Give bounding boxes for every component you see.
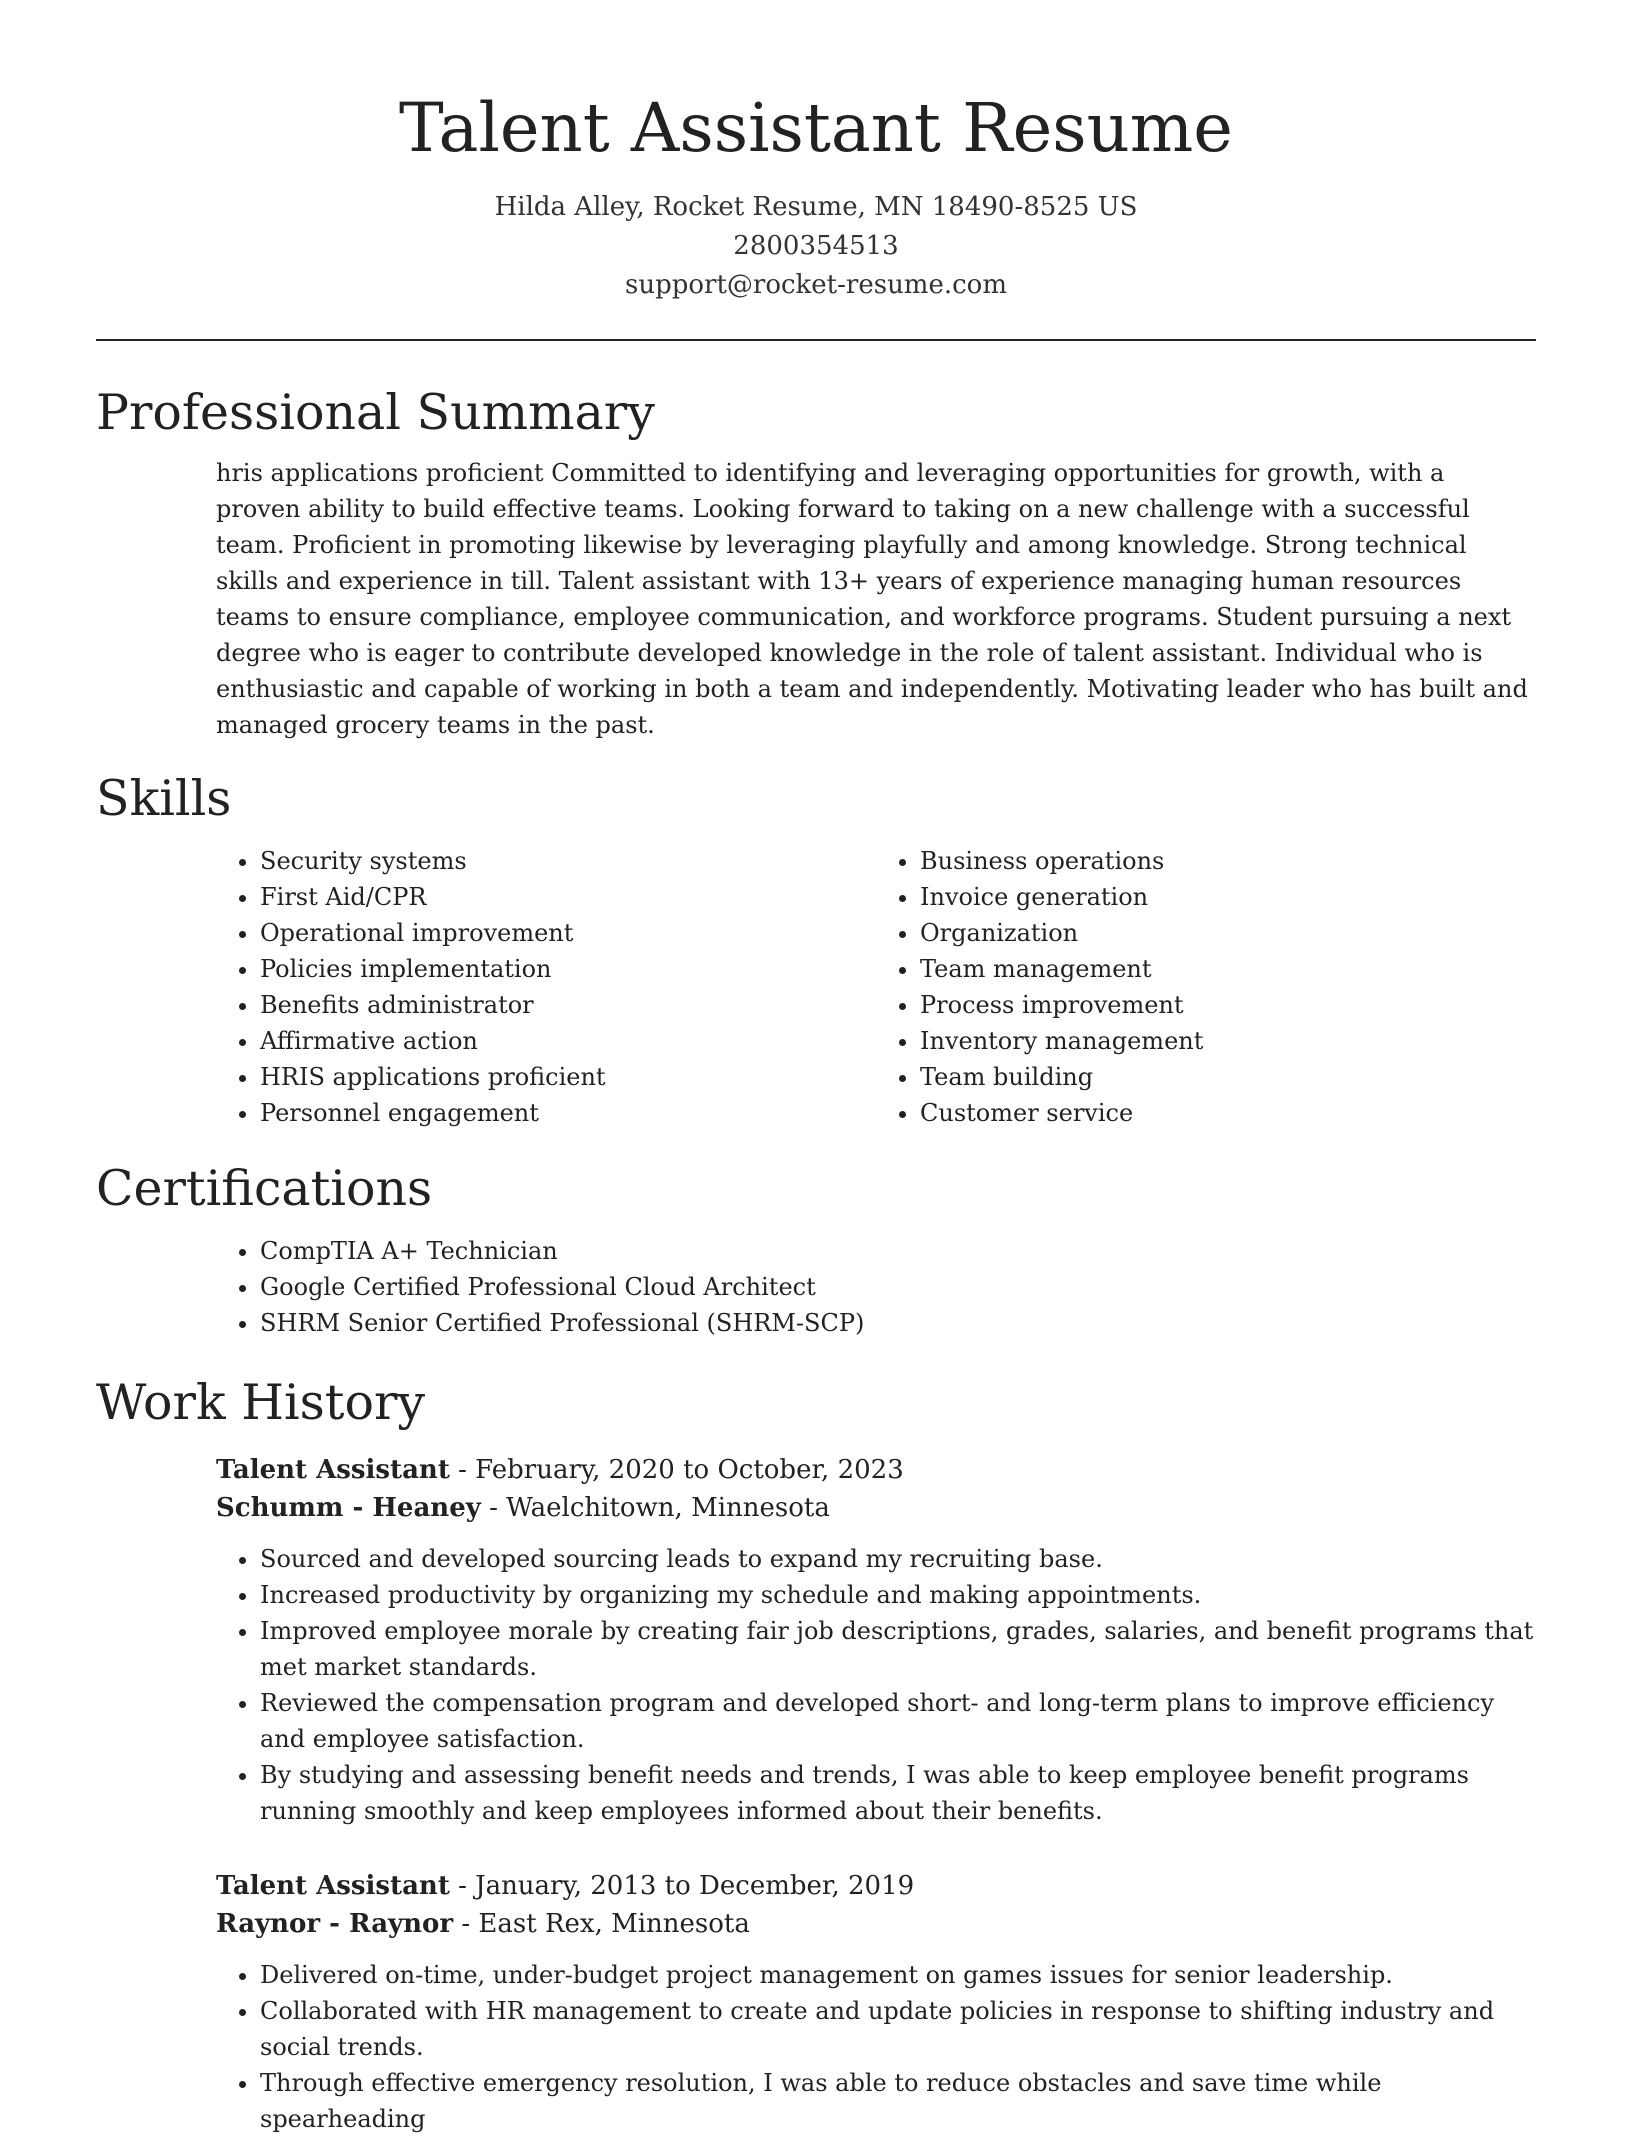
skill-item: • HRIS applications proficient [260, 1059, 876, 1095]
certification-item: • SHRM Senior Certified Professional (SHRM-SCP) [260, 1305, 1536, 1341]
skill-item: • Organization [920, 915, 1536, 951]
skill-item: • Business operations [920, 843, 1536, 879]
job-company-line [216, 1905, 1536, 1943]
skills-column-left [216, 843, 876, 1131]
skills-grid [216, 843, 1536, 1131]
contact-address: Hilda Alley, Rocket Resume, MN 18490-8525 US [494, 192, 1138, 222]
resume-page [96, 0, 1536, 2133]
job-bullet: • Reviewed the compensation program and developed short- and long-term plans to improve efficiency and employee satisfaction. [260, 1685, 1536, 1757]
certifications-heading: Certifications [96, 1160, 433, 1217]
job-bullet: • Collaborated with HR management to create and update policies in response to shifting industry and social trends. [260, 1993, 1536, 2065]
summary-heading: Professional Summary [96, 384, 655, 441]
job-entry [216, 1867, 1536, 2137]
skill-item: • Policies implementation [260, 951, 876, 987]
job-company: Schumm - Heaney [216, 1493, 481, 1523]
skill-item: • Customer service [920, 1095, 1536, 1131]
skills-section [96, 769, 1536, 1131]
summary-text: hris applications proficient Committed to identifying and leveraging opportunities for growth, with a proven ability to build effective teams. Looking forward to taking on a new challenge with a successful team. Proficient in promoting likewise by leveraging playfully and among knowledge. Strong technical skills and experience in till. Talent assistant with 13+ years of experience managing human resources teams to ensure compliance, employee communication, and workforce programs. Student pursuing a next degree who is eager to contribute developed knowledge in the role of talent assistant. Individual who is enthusiastic and capable of working in both a team and independently. Motivating leader who has built and managed grocery teams in the past. [216, 459, 1528, 739]
certification-item: • Google Certified Professional Cloud Architect [260, 1269, 1536, 1305]
work-history-section [96, 1373, 1536, 2137]
skill-item: • First Aid/CPR [260, 879, 876, 915]
skill-item: • Affirmative action [260, 1023, 876, 1059]
job-bullet: • Increased productivity by organizing my schedule and making appointments. [260, 1577, 1536, 1613]
certifications-list [216, 1233, 1536, 1341]
job-location: - Waelchitown, Minnesota [480, 1493, 830, 1523]
work-history-heading: Work History [96, 1374, 426, 1431]
contact-email: support@rocket-resume.com [624, 270, 1007, 300]
skill-item: • Process improvement [920, 987, 1536, 1023]
skill-item: • Invoice generation [920, 879, 1536, 915]
job-bullet: • Sourced and developed sourcing leads to expand my recruiting base. [260, 1541, 1536, 1577]
job-company-line [216, 1489, 1536, 1527]
resume-title: Talent Assistant Resume [399, 89, 1233, 167]
certification-item: • CompTIA A+ Technician [260, 1233, 1536, 1269]
certifications-section [96, 1159, 1536, 1341]
contact-phone: 2800354513 [733, 231, 899, 261]
job-title-line [216, 1867, 1536, 1905]
professional-summary-section [96, 383, 1536, 743]
skill-item: • Team management [920, 951, 1536, 987]
job-bullets [216, 1541, 1536, 1829]
job-company: Raynor - Raynor [216, 1909, 454, 1939]
job-dates: - February, 2020 to October, 2023 [449, 1455, 904, 1485]
skills-column-right [876, 843, 1536, 1131]
job-title: Talent Assistant [216, 1871, 450, 1901]
job-bullet: • Improved employee morale by creating fair job descriptions, grades, salaries, and benefit programs that met market standards. [260, 1613, 1536, 1685]
skill-item: • Team building [920, 1059, 1536, 1095]
job-bullets [216, 1957, 1536, 2137]
job-title-line [216, 1451, 1536, 1489]
skill-item: • Operational improvement [260, 915, 876, 951]
skill-item: • Benefits administrator [260, 987, 876, 1023]
job-title: Talent Assistant [216, 1455, 450, 1485]
skills-heading: Skills [96, 770, 232, 827]
job-dates: - January, 2013 to December, 2019 [449, 1871, 915, 1901]
header-divider [96, 339, 1536, 341]
job-bullet: • Through effective emergency resolution, I was able to reduce obstacles and save time while spearheading [260, 2065, 1536, 2137]
skill-item: • Security systems [260, 843, 876, 879]
skill-item: • Personnel engagement [260, 1095, 876, 1131]
job-location: - East Rex, Minnesota [453, 1909, 750, 1939]
skill-item: • Inventory management [920, 1023, 1536, 1059]
job-bullet: • Delivered on-time, under-budget project management on games issues for senior leadership. [260, 1957, 1536, 1993]
job-entry [216, 1451, 1536, 1829]
job-bullet: • By studying and assessing benefit needs and trends, I was able to keep employee benefit programs running smoothly and keep employees informed about their benefits. [260, 1757, 1536, 1829]
resume-header [96, 0, 1536, 305]
